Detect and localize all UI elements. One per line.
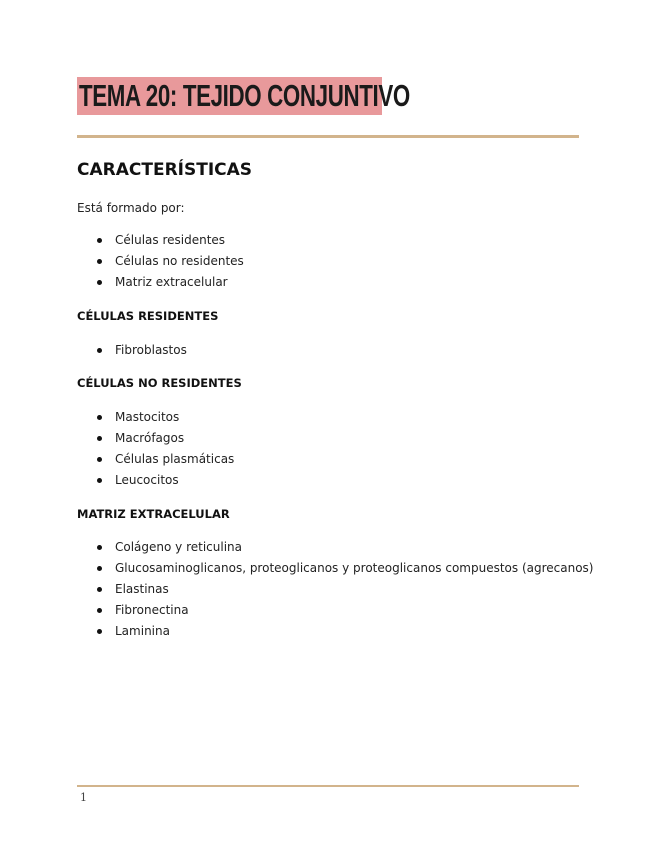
bullet-icon xyxy=(97,259,102,264)
bullet-icon xyxy=(97,478,102,483)
bullet-icon xyxy=(97,587,102,592)
celulas-no-residentes-list xyxy=(77,407,234,491)
bullet-icon xyxy=(97,238,102,243)
bullet-icon xyxy=(97,545,102,550)
list-item xyxy=(77,579,594,600)
list-item-label: Elastinas xyxy=(115,582,169,596)
list-item-label: Mastocitos xyxy=(115,410,180,424)
subheading-celulas-no-residentes: CÉLULAS NO RESIDENTES xyxy=(77,376,242,390)
list-item xyxy=(77,251,244,272)
caracteristicas-list xyxy=(77,230,244,293)
bullet-icon xyxy=(97,280,102,285)
matriz-extracelular-list xyxy=(77,537,594,642)
bullet-icon xyxy=(97,415,102,420)
list-item-label: Fibroblastos xyxy=(115,343,187,357)
list-item xyxy=(77,537,594,558)
list-item-label: Matriz extracelular xyxy=(115,275,228,289)
celulas-residentes-list xyxy=(77,340,187,361)
page-number: 1 xyxy=(80,791,87,804)
subheading-celulas-residentes: CÉLULAS RESIDENTES xyxy=(77,309,219,323)
list-item xyxy=(77,407,234,428)
list-item-label: Macrófagos xyxy=(115,431,185,445)
bullet-icon xyxy=(97,566,102,571)
list-item xyxy=(77,340,187,361)
list-item xyxy=(77,449,234,470)
list-item-label: Glucosaminoglicanos, proteoglicanos y proteoglicanos compuestos (agrecanos) xyxy=(115,561,594,575)
bullet-icon xyxy=(97,457,102,462)
list-item-label: Células no residentes xyxy=(115,254,244,268)
list-item xyxy=(77,600,594,621)
list-item xyxy=(77,230,244,251)
list-item-label: Colágeno y reticulina xyxy=(115,540,243,554)
bullet-icon xyxy=(97,608,102,613)
title-container xyxy=(77,77,541,115)
bullet-icon xyxy=(97,436,102,441)
page-title: TEMA 20: TEJIDO CONJUNTIVO xyxy=(79,78,410,113)
list-item-label: Células plasmáticas xyxy=(115,452,235,466)
list-item xyxy=(77,621,594,642)
list-item xyxy=(77,428,234,449)
list-item-label: Laminina xyxy=(115,624,170,638)
list-item xyxy=(77,558,594,579)
top-divider xyxy=(77,135,579,138)
list-item-label: Células residentes xyxy=(115,233,226,247)
bullet-icon xyxy=(97,348,102,353)
list-item xyxy=(77,272,244,293)
list-item-label: Leucocitos xyxy=(115,473,179,487)
intro-paragraph: Está formado por: xyxy=(77,201,185,215)
list-item xyxy=(77,470,234,491)
subheading-matriz-extracelular: MATRIZ EXTRACELULAR xyxy=(77,507,230,521)
list-item-label: Fibronectina xyxy=(115,603,189,617)
footer-divider xyxy=(77,785,579,787)
section-heading-caracteristicas: CARACTERÍSTICAS xyxy=(77,160,253,180)
bullet-icon xyxy=(97,629,102,634)
